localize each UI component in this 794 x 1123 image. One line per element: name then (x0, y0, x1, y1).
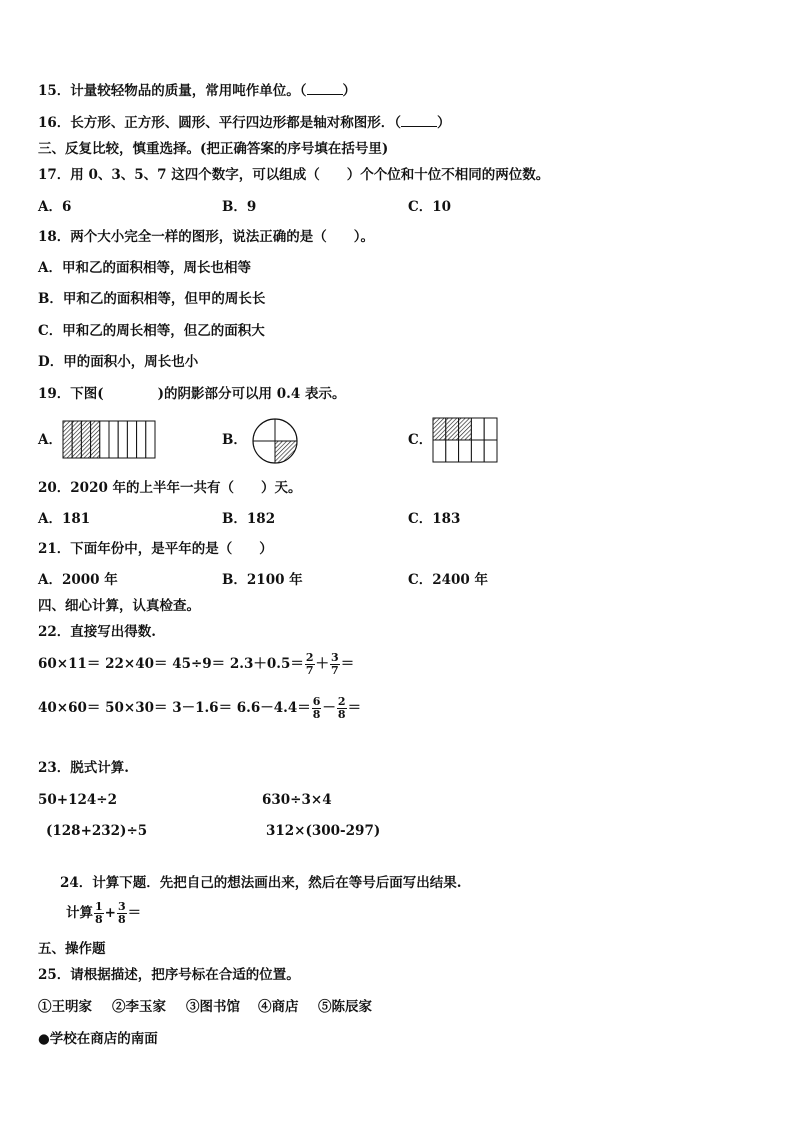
cell (484, 440, 497, 462)
fraction: $\frac{3}{8}$ (117, 900, 126, 926)
fraction: $\frac{1}{8}$ (95, 900, 103, 926)
description-note: ●学校在商店的南面 (38, 1031, 158, 1047)
figure-b-circle (250, 418, 300, 464)
place-item-5: ⑤陈辰家 (318, 999, 372, 1015)
shaded-cell (459, 418, 472, 440)
question-23: 23．脱式计算. (38, 760, 129, 776)
question-24: 24．计算下题．先把自己的想法画出来，然后在等号后面写出结果. (60, 875, 462, 891)
oral-calc-row-2: 40×60＝ 50×30＝ 3－1.6＝ 6.6－4.4＝ $\frac{6}{8}$ － $\frac{2}{8}$ ＝ (38, 695, 362, 721)
section-5-heading: 五、操作题 (38, 941, 106, 957)
oral-calc-row-1: 60×11＝ 22×40＝ 45÷9＝ 2.3＋0.5＝ $\frac{2}{7}$ ＋ $\frac{3}{7}$ ＝ (38, 651, 355, 677)
shaded-sector (275, 441, 297, 463)
expression-1: 50+124÷2 (38, 792, 117, 808)
option-d[interactable]: D．甲的面积小，周长也小 (38, 354, 199, 370)
question-25: 25．请根据描述，把序号标在合适的位置。 (38, 967, 300, 983)
cell (433, 440, 446, 462)
expression-4: 312×(300-297) (266, 823, 381, 839)
cell (459, 440, 472, 462)
fraction: $\frac{6}{8}$ (312, 695, 321, 721)
question-15: 15．计量较轻物品的质量，常用吨作单位。（ ） (38, 83, 357, 99)
shaded-cell (81, 421, 90, 458)
option-b[interactable]: B．182 (222, 511, 276, 527)
shaded-cell (433, 418, 446, 440)
expression-2: 630÷3×4 (262, 792, 332, 808)
fraction: $\frac{2}{8}$ (337, 695, 346, 721)
question-19: 19．下图( )的阴影部分可以用 0.4 表示。 (38, 386, 346, 402)
cell (484, 418, 497, 440)
question-21: 21．下面年份中，是平年的是（ ） (38, 541, 273, 557)
option-a[interactable]: A．2000 年 (38, 572, 118, 588)
option-b[interactable]: B．9 (222, 199, 257, 215)
cell (446, 440, 459, 462)
option-c[interactable]: C．甲和乙的周长相等，但乙的面积大 (38, 323, 265, 339)
place-item-3: ③图书馆 (186, 999, 240, 1015)
cell (471, 418, 484, 440)
option-c[interactable]: C．10 (408, 199, 452, 215)
cell (109, 421, 118, 458)
shaded-cell (446, 418, 459, 440)
question-18: 18．两个大小完全一样的图形，说法正确的是（ ）。 (38, 229, 375, 245)
shaded-cell (63, 421, 72, 458)
question-16: 16．长方形、正方形、圆形、平行四边形都是轴对称图形．（ ） (38, 115, 451, 131)
cell (127, 421, 136, 458)
cell (146, 421, 155, 458)
cell (118, 421, 127, 458)
section-3-heading: 三、反复比较，慎重选择。(把正确答案的序号填在括号里) (38, 141, 389, 157)
option-a[interactable]: A．甲和乙的面积相等，周长也相等 (38, 260, 251, 276)
place-item-4: ④商店 (258, 999, 299, 1015)
question-24-expression: 计算 $\frac{1}{8}$ + $\frac{3}{8}$ ＝ (66, 900, 142, 926)
option-c[interactable]: C．183 (408, 511, 461, 527)
shaded-cell (72, 421, 81, 458)
option-b[interactable]: B． (222, 432, 247, 448)
question-17: 17．用 0、3、5、7 这四个数字，可以组成（ ）个个位和十位不相同的两位数。 (38, 167, 550, 183)
shaded-cell (91, 421, 100, 458)
option-a[interactable]: A．6 (38, 199, 72, 215)
cell (471, 440, 484, 462)
option-c[interactable]: C．2400 年 (408, 572, 489, 588)
option-b[interactable]: B．2100 年 (222, 572, 303, 588)
expression-3: (128+232)÷5 (46, 823, 148, 839)
option-c[interactable]: C． (408, 432, 433, 448)
option-a[interactable]: A．181 (38, 511, 91, 527)
place-item-1: ①王明家 (38, 999, 92, 1015)
question-20: 20．2020 年的上半年一共有（ ）天。 (38, 480, 302, 496)
option-b[interactable]: B．甲和乙的面积相等，但甲的周长长 (38, 291, 266, 307)
cell (137, 421, 146, 458)
cell (100, 421, 109, 458)
fraction: $\frac{3}{7}$ (331, 651, 339, 677)
place-item-2: ②李玉家 (112, 999, 166, 1015)
figure-a-strip (62, 420, 156, 459)
option-a[interactable]: A． (38, 432, 62, 448)
figure-c-grid (432, 417, 498, 463)
section-4-heading: 四、细心计算，认真检查。 (38, 598, 200, 614)
answer-blank[interactable] (307, 82, 343, 95)
fraction: $\frac{2}{7}$ (305, 651, 314, 677)
answer-blank[interactable] (401, 114, 437, 127)
question-22: 22．直接写出得数. (38, 624, 156, 640)
